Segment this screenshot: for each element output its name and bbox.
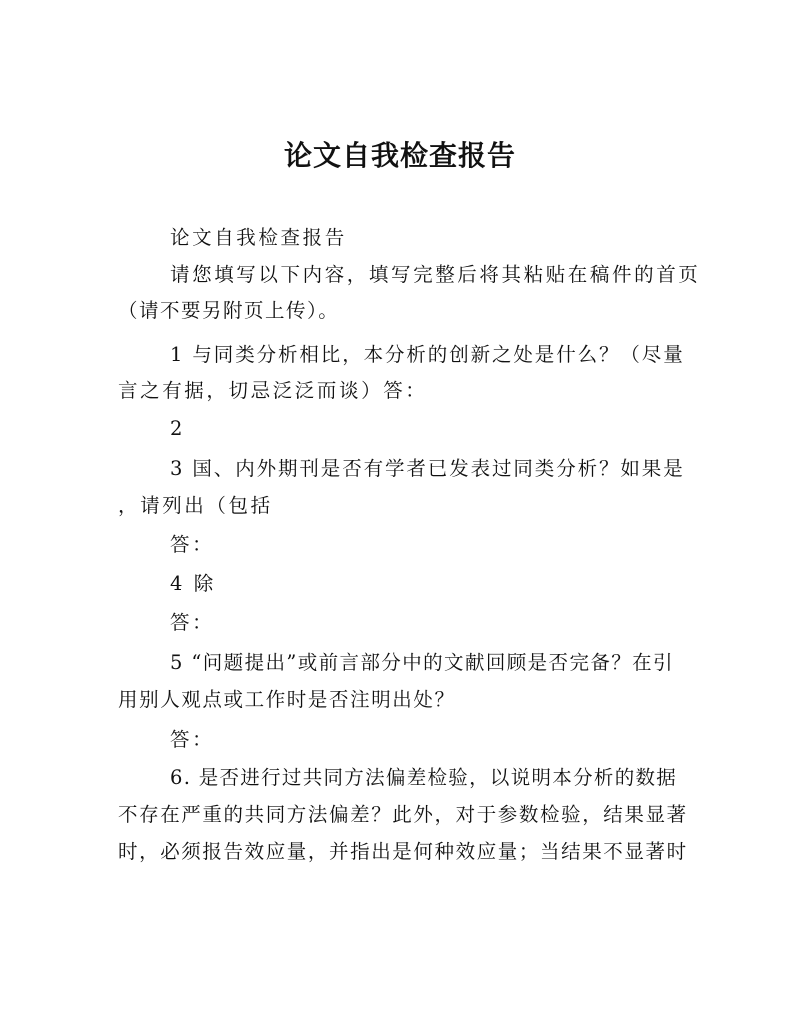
question-5: 5 “问题提出”或前言部分中的文献回顾是否完备？在引	[170, 651, 674, 674]
question-1-cont: 言之有据，切忌泛泛而谈）答：	[118, 379, 428, 402]
paragraph-heading: 论文自我检查报告	[170, 226, 347, 249]
question-5-cont: 用别人观点或工作时是否注明出处？	[118, 688, 456, 711]
answer-label: 答：	[170, 533, 215, 556]
question-4: 4 除	[170, 572, 216, 595]
answer-label: 答：	[170, 728, 215, 751]
question-3: 3 国、内外期刊是否有学者已发表过同类分析？如果是	[170, 457, 685, 480]
answer-label: 答：	[170, 611, 215, 634]
question-3-cont: ，请列出（包括	[118, 494, 273, 517]
question-2: 2	[170, 417, 186, 440]
paragraph-line: 请您填写以下内容，填写完整后将其粘贴在稿件的首页	[170, 263, 701, 286]
question-6-cont: 时，必须报告效应量，并指出是何种效应量；当结果不显著时	[118, 840, 688, 863]
question-6-cont: 不存在严重的共同方法偏差？此外，对于参数检验，结果显著	[118, 803, 688, 826]
question-6: 6. 是否进行过共同方法偏差检验，以说明本分析的数据	[170, 766, 678, 789]
paragraph-line: （请不要另附页上传）。	[118, 299, 340, 322]
question-1: 1 与同类分析相比，本分析的创新之处是什么？（尽量	[170, 343, 685, 366]
document-title: 论文自我检查报告	[283, 139, 516, 172]
